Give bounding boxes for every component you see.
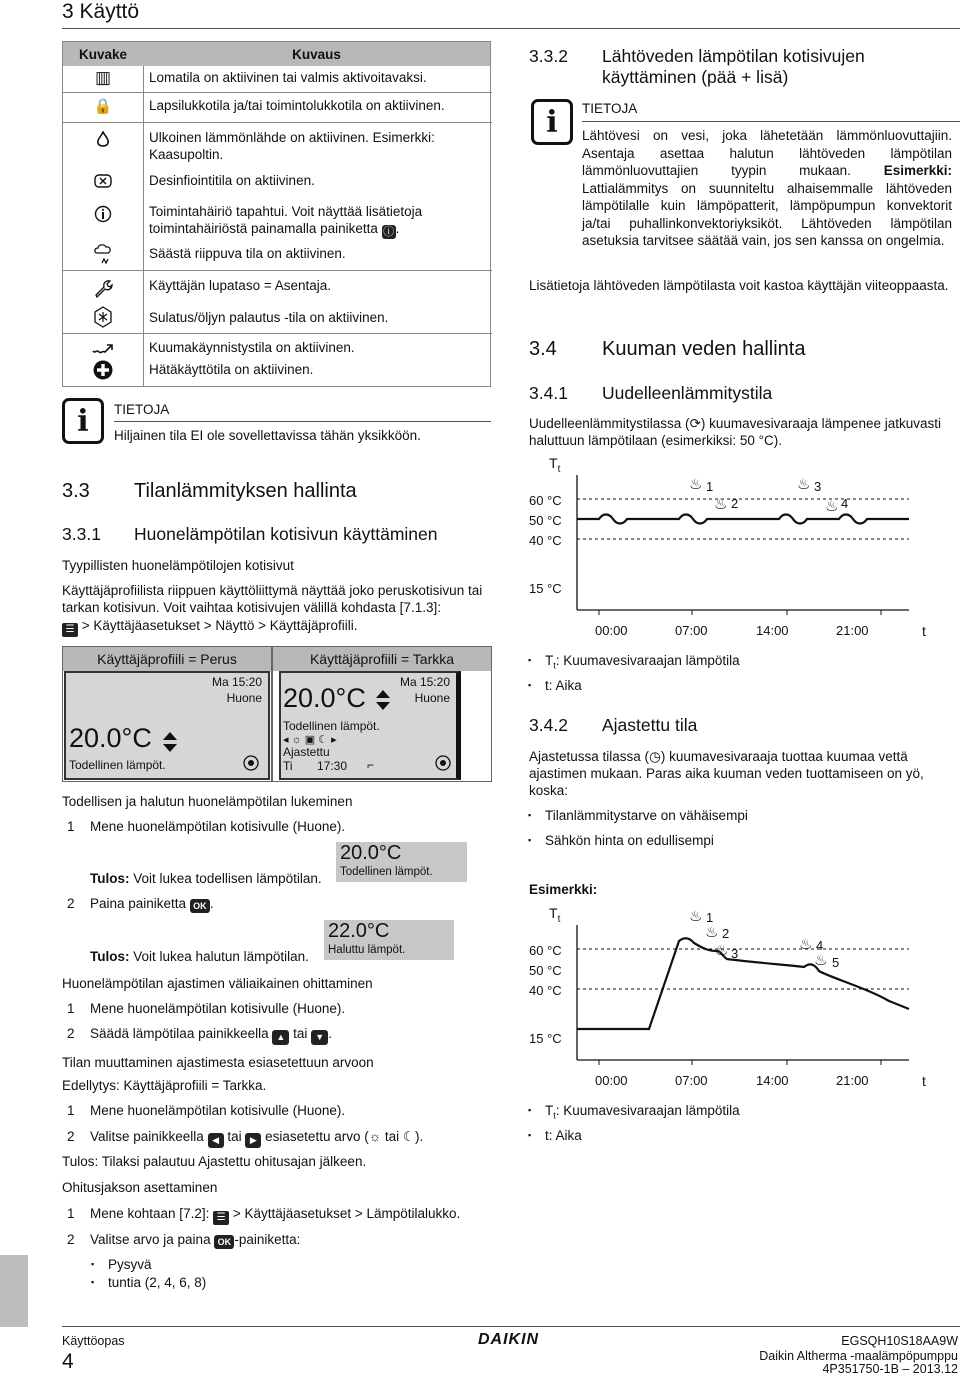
icon-row-desc: Lapsilukkotila ja/tai toimintolukkotila on aktiivinen. <box>149 98 445 113</box>
list-item: ▪ Pysyvä <box>108 1257 152 1272</box>
x-tick-label: 00:00 <box>595 623 628 638</box>
x-tick-label: 14:00 <box>756 1073 789 1088</box>
legend-item: ▪ t: Aika <box>545 1128 582 1143</box>
icon-row-desc: Ulkoinen lämmönlähde on aktiivinen. Esimerkki: Kaasupoltin. <box>149 130 435 162</box>
more-info-text: Lisätietoja lähtöveden lämpötilasta voit kastoa käyttäjän viiteoppaasta. <box>529 278 949 293</box>
event-marker: 2 <box>731 496 739 511</box>
override-heading: Huonelämpötilan ajastimen väliaikainen ohittaminen <box>62 976 373 991</box>
icon-row-desc: Hätäkäyttötila on aktiivinen. <box>149 362 314 377</box>
detail-label: Todellinen lämpöt. <box>283 719 380 733</box>
event-marker: 3 <box>814 479 822 494</box>
reheat-text: Uudelleenlämmitystilassa (⟳) kuumavesivaraaja lämpenee jatkuvasti haluttuun lämpötilaan (esimerkiksi: 50 °C). <box>529 416 941 448</box>
reheat-icon: ⟳ <box>689 416 701 431</box>
detail-temp: 20.0°C <box>283 683 366 713</box>
info-rule <box>582 121 960 122</box>
down-button-icon: ▼ <box>311 1030 328 1045</box>
actual-temp-display <box>336 842 467 882</box>
right-button-icon: ▶ <box>245 1133 261 1148</box>
subsection-number: 3.3.2 <box>529 46 568 66</box>
holiday-icon: ▥ <box>94 68 112 87</box>
sun-icon: ☼ <box>368 1129 382 1144</box>
condition-line: Edellytys: Käyttäjäprofiili = Tarkka. <box>62 1078 267 1093</box>
defrost-icon <box>91 307 115 327</box>
chart-1 <box>529 455 960 645</box>
event-marker: 5 <box>832 955 840 970</box>
clock-icon: ◷ <box>649 749 661 764</box>
col-icon-header: Kuvake <box>78 46 128 62</box>
event-marker: 3 <box>731 946 739 961</box>
y-tick-label: 40 °C <box>529 983 562 998</box>
temp-line <box>577 515 909 524</box>
step-number: 1 <box>67 1103 75 1118</box>
hot-start-icon <box>91 338 115 358</box>
result-line: Tulos: Voit lukea halutun lämpötilan. <box>90 949 309 964</box>
step-icon: ⌐ <box>367 758 375 772</box>
daikin-logo: DAIKIN <box>478 1331 540 1348</box>
chart-y-label: $T_t$ <box>549 905 561 925</box>
desired-temp-display <box>324 920 454 960</box>
ok-button-icon: OK <box>190 899 210 913</box>
icon-row-desc: Säästä riippuva tila on aktiivinen. <box>149 246 346 261</box>
lock-icon: 🔒 <box>93 98 113 115</box>
basic-temp: 20.0°C <box>69 723 152 753</box>
footer-model: EGSQH10S18AA9W <box>841 1334 958 1348</box>
basic-screen-lcd <box>64 671 270 780</box>
x-tick-label: 14:00 <box>756 623 789 638</box>
chart-2-plot <box>529 905 960 1095</box>
header-rule <box>62 28 960 29</box>
step-text: Mene huonelämpötilan kotisivulle (Huone). <box>90 1103 346 1118</box>
event-marker: 4 <box>816 938 824 953</box>
event-marker: 2 <box>722 926 730 941</box>
subsection-title: Huonelämpötilan kotisivun käyttäminen <box>134 524 438 544</box>
detail-screen-header: Käyttäjäprofiili = Tarkka <box>273 647 491 671</box>
step-text: Mene huonelämpötilan kotisivulle (Huone). <box>90 819 346 834</box>
info-icon: i <box>62 398 104 444</box>
x-tick-label: 07:00 <box>675 1073 708 1088</box>
section-title: Kuuman veden hallinta <box>602 338 806 360</box>
disinfection-icon <box>91 171 115 191</box>
step-text: Paina painiketta OK . <box>90 896 214 911</box>
detail-screen-lcd <box>279 671 461 780</box>
chart-y-label: $T_t$ <box>549 455 561 475</box>
mode-icon <box>434 754 452 775</box>
footer-manual: Käyttöopas <box>62 1334 125 1348</box>
step-number: 2 <box>67 1129 75 1144</box>
legend-item: ▪ $T_t$: Kuumavesivaraajan lämpötila <box>545 1103 740 1121</box>
step-number: 1 <box>67 1206 75 1221</box>
y-tick-label: 50 °C <box>529 513 562 528</box>
up-down-arrows-icon <box>375 687 391 716</box>
result-line: Tulos: Tilaksi palautuu Ajastettu ohitusajan jälkeen. <box>62 1154 367 1169</box>
icon-row-desc: Käyttäjän lupataso = Asentaja. <box>149 278 332 293</box>
subsection-title: Lähtöveden lämpötilan kotisivujen käyttäminen (pää + lisä) <box>602 46 865 87</box>
ok-button-icon: OK <box>214 1235 234 1249</box>
y-tick-label: 60 °C <box>529 493 562 508</box>
x-tick-label: 21:00 <box>836 623 869 638</box>
subsection-number: 3.4.2 <box>529 715 568 735</box>
x-axis-label: t <box>922 623 926 639</box>
menu-icon: ☰ <box>62 623 78 637</box>
temp-line <box>577 938 909 1029</box>
list-item: ▪ tuntia (2, 4, 6, 8) <box>108 1275 206 1290</box>
actual-temp-value: 20.0°C <box>340 842 402 864</box>
detail-room: Huone <box>414 691 450 705</box>
basic-time: Ma 15:20 <box>211 675 262 689</box>
y-tick-label: 15 °C <box>529 1031 562 1046</box>
subsection-number: 3.4.1 <box>529 383 568 403</box>
side-tab <box>0 1255 28 1327</box>
step-text: Mene huonelämpötilan kotisivulle (Huone). <box>90 1001 346 1016</box>
event-marker: 1 <box>706 910 714 925</box>
info-label: TIETOJA <box>114 402 170 417</box>
col-desc-header: Kuvaus <box>292 46 341 62</box>
info-label: TIETOJA <box>582 101 638 116</box>
icon-table <box>62 41 491 387</box>
change-heading: Tilan muuttaminen ajastimesta esiasetettuun arvoon <box>62 1055 374 1070</box>
info-button-icon: ⓘ <box>383 226 395 238</box>
menu-path: ☰ > Käyttäjäasetukset > Näyttö > Käyttäjäprofiili. <box>62 618 358 637</box>
subsection-number: 3.3.1 <box>62 524 101 544</box>
step-number: 2 <box>67 896 75 911</box>
wrench-icon <box>91 278 115 298</box>
icon-row-desc: Desinfiointitila on aktiivinen. <box>149 173 315 188</box>
footer-page: 4 <box>62 1350 74 1373</box>
up-down-arrows-icon <box>162 729 178 758</box>
step-number: 1 <box>67 819 75 834</box>
up-button-icon: ▲ <box>272 1030 289 1045</box>
tap-icon: ♨ <box>714 496 728 513</box>
tap-icon: ♨ <box>799 936 813 953</box>
step-text: Mene kohtaan [7.2]: ☰ > Käyttäjäasetukset > Lämpötilalukko. <box>90 1206 461 1223</box>
y-tick-label: 15 °C <box>529 581 562 596</box>
icon-table-header <box>63 42 490 66</box>
reading-heading: Todellisen ja halutun huonelämpötilan lukeminen <box>62 794 353 809</box>
icon-row-desc: Kuumakäynnistystila on aktiivinen. <box>149 340 355 355</box>
y-tick-label: 60 °C <box>529 943 562 958</box>
legend-item: ▪ t: Aika <box>545 678 582 693</box>
tap-icon: ♨ <box>797 476 811 493</box>
weather-icon <box>91 244 115 264</box>
detail-ti: Ti <box>283 759 293 773</box>
step-text: Valitse arvo ja paina OK -painiketta: <box>90 1232 301 1247</box>
tap-icon: ♨ <box>689 476 703 493</box>
footer-code: 4P351750-1B – 2013.12 <box>822 1362 958 1376</box>
menu-icon: ☰ <box>213 1211 229 1225</box>
page-title: 3 Käyttö <box>62 0 140 23</box>
info-icon: i <box>531 99 573 145</box>
typical-para: Käyttäjäprofiilista riippuen käyttöliittymä näyttää joko peruskotisivun tai tarkan kotisivun. Voit vaihtaa kotisivujen välillä kohdasta [7.1.3]: <box>62 583 483 615</box>
x-axis-label: t <box>922 1073 926 1089</box>
tap-icon: ♨ <box>705 924 719 941</box>
footer-product: Daikin Altherma -maalämpöpumppu <box>759 1349 958 1363</box>
info-rule <box>114 421 491 422</box>
icon-row-desc: Sulatus/öljyn palautus -tila on aktiivinen. <box>149 310 389 325</box>
icon-row-desc: Lomatila on aktiivinen tai valmis aktivoitavaksi. <box>149 70 427 85</box>
basic-label: Todellinen lämpöt. <box>69 758 166 772</box>
period-heading: Ohitusjakson asettaminen <box>62 1180 218 1195</box>
legend-item: ▪ $T_t$: Kuumavesivaraajan lämpötila <box>545 653 740 671</box>
schedule-text: Ajastetussa tilassa (◷) kuumavesivaraaja tuottaa kuumaa vettä ajastimen mukaan. Paras aika kuuman veden tuottamiseen on yö, koska: <box>529 749 924 798</box>
chart-2 <box>529 905 960 1095</box>
basic-room: Huone <box>226 691 262 705</box>
flame-icon <box>91 130 115 150</box>
footer-rule <box>62 1326 960 1327</box>
list-item: ▪ Tilanlämmitystarve on vähäisempi <box>545 808 748 823</box>
list-item: ▪ Sähkön hinta on edullisempi <box>545 833 714 848</box>
step-number: 2 <box>67 1232 75 1247</box>
detail-time: Ma 15:20 <box>399 675 450 689</box>
left-button-icon: ◀ <box>208 1133 224 1148</box>
x-tick-label: 21:00 <box>836 1073 869 1088</box>
y-tick-label: 50 °C <box>529 963 562 978</box>
step-number: 2 <box>67 1026 75 1041</box>
step-text: Säädä lämpötilaa painikkeella ▲ tai ▼ . <box>90 1026 332 1045</box>
example-label: Esimerkki: <box>529 882 598 897</box>
detail-ti-time: 17:30 <box>317 759 348 773</box>
section-title: Tilanlämmityksen hallinta <box>134 480 357 502</box>
typical-heading: Tyypillisten huonelämpötilojen kotisivut <box>62 558 294 573</box>
actual-temp-label: Todellinen lämpöt. <box>340 866 433 878</box>
preset-selector-icons: ◂ ☼ ▣ ☾ ▸ <box>283 734 337 746</box>
mode-icon <box>242 754 260 775</box>
tap-icon: ♨ <box>825 498 839 515</box>
result-line: Tulos: Voit lukea todellisen lämpötilan. <box>90 871 322 886</box>
info-text: Hiljainen tila EI ole sovellettavissa tähän yksikköön. <box>114 428 421 443</box>
tap-icon: ♨ <box>689 908 703 925</box>
info-text: Lähtövesi on vesi, joka lähetetään lämmönluovuttajiin. Asentaja asettaa halutun lähtöveden lämpötilan lämmönluovuttajien tyypin mukaan. Esimerkki: Lattialämmitys on suunniteltu alhaisemmalle lähtöveden lämpötilalle kuin lämpöpatterit, lämpöpumpun konvektorit ja/tai puhallinkonvektoriyksiköt. Lähtöveden lämpötilan asetuksia tarvitsee säätää vain, jos sen kanssa on ongelmia. <box>582 128 952 248</box>
basic-screen-header: Käyttäjäprofiili = Perus <box>63 647 271 671</box>
tap-icon: ♨ <box>715 942 729 959</box>
detail-schedule: Ajastettu <box>283 745 330 759</box>
icon-row-desc: Toimintahäiriö tapahtui. Voit näyttää lisätietoja toimintahäiriöstä painamalla painiketta ⓘ . <box>149 204 423 238</box>
desired-temp-value: 22.0°C <box>328 920 390 942</box>
x-tick-label: 00:00 <box>595 1073 628 1088</box>
y-tick-label: 40 °C <box>529 533 562 548</box>
section-number: 3.3 <box>62 480 90 502</box>
subsection-title: Ajastettu tila <box>602 715 698 735</box>
step-text: Valitse painikkeella ◀ tai ▶ esiasetettu arvo (☼ tai ☾). <box>90 1129 423 1148</box>
x-tick-label: 07:00 <box>675 623 708 638</box>
info-circle-icon <box>91 204 115 224</box>
step-number: 1 <box>67 1001 75 1016</box>
event-marker: 1 <box>706 479 714 494</box>
subsection-title: Uudelleenlämmitystila <box>602 383 773 403</box>
emergency-icon <box>91 360 115 380</box>
section-number: 3.4 <box>529 338 557 360</box>
event-marker: 4 <box>841 496 849 511</box>
tap-icon: ♨ <box>814 952 828 969</box>
desired-temp-label: Haluttu lämpöt. <box>328 944 406 956</box>
chart-1-plot <box>529 455 960 645</box>
moon-icon: ☾ <box>402 1129 415 1144</box>
